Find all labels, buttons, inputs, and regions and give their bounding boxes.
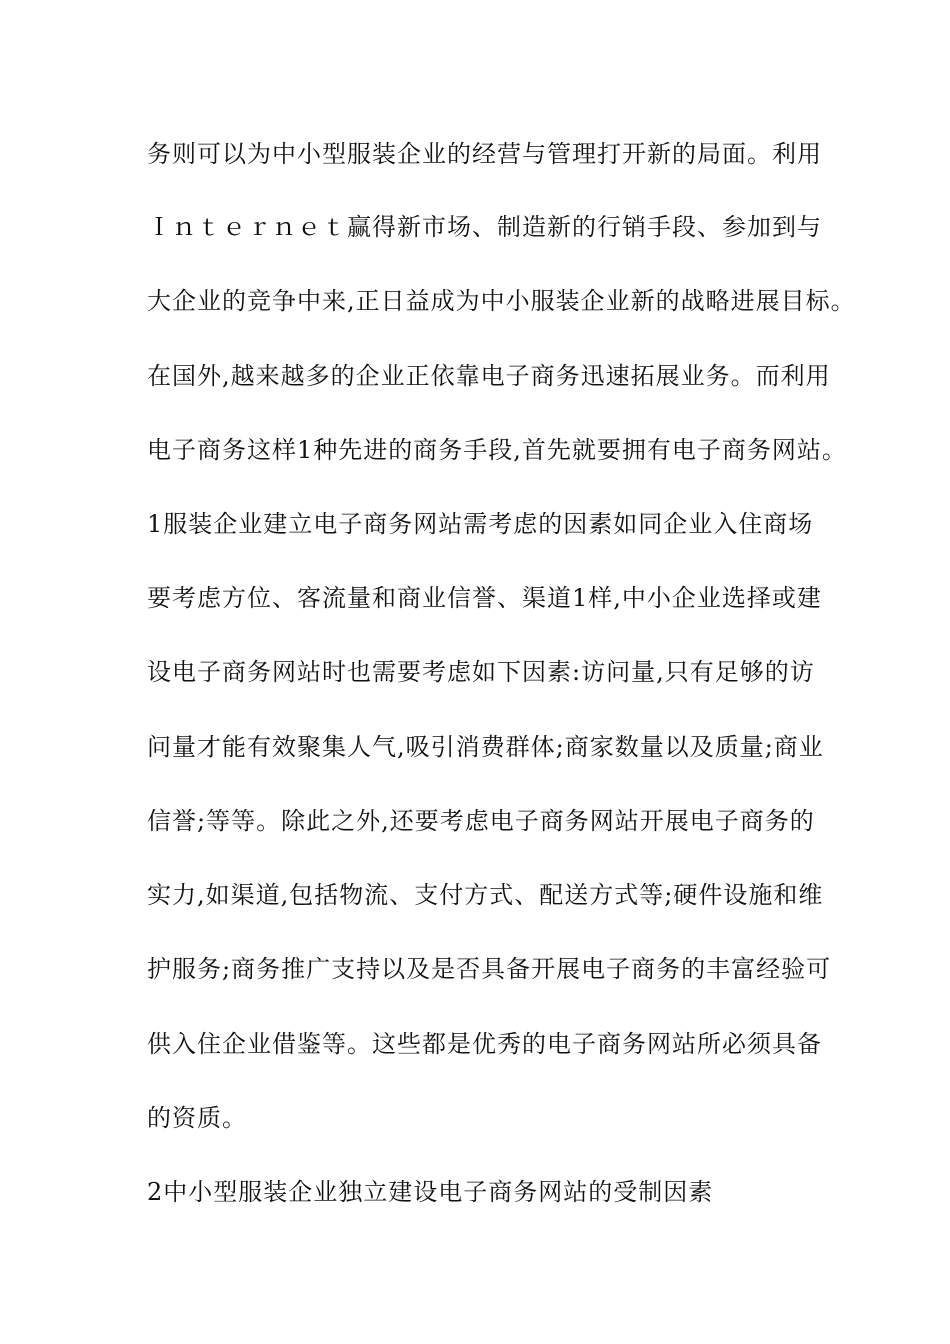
text-line-7: 要考虑方位、客流量和商业信誉、渠道1样,中小企业选择或建	[147, 584, 822, 612]
text-line-4: 在国外,越来越多的企业正依靠电子商务迅速拓展业务。而利用	[147, 362, 831, 390]
text-line-14: 的资质。	[147, 1104, 247, 1132]
text-line-10: 信誉;等等。除此之外,还要考虑电子商务网站开展电子商务的	[147, 807, 815, 835]
text-line-1: 务则可以为中小型服装企业的经营与管理打开新的局面。利用	[147, 140, 822, 168]
text-line-13: 供入住企业借鉴等。这些都是优秀的电子商务网站所必须具备	[147, 1030, 822, 1058]
text-line-8: 设电子商务网站时也需要考虑如下因素:访问量,只有足够的访	[147, 658, 815, 686]
text-line-11: 实力,如渠道,包括物流、支付方式、配送方式等;硬件设施和维	[147, 881, 824, 909]
section-heading-1: 1服装企业建立电子商务网站需考虑的因素如同企业入住商场	[147, 510, 814, 538]
text-line-2: Ｉｎｔｅｒｎｅｔ赢得新市场、制造新的行销手段、参加到与	[147, 213, 822, 241]
text-line-12: 护服务;商务推广支持以及是否具备开展电子商务的丰富经验可	[147, 955, 832, 983]
section-heading-2: 2中小型服装企业独立建设电子商务网站的受制因素	[147, 1178, 714, 1206]
text-line-9: 问量才能有效聚集人气,吸引消费群体;商家数量以及质量;商业	[147, 733, 824, 761]
text-line-5: 电子商务这样1种先进的商务手段,首先就要拥有电子商务网站。	[147, 436, 847, 464]
text-line-3: 大企业的竞争中来,正日益成为中小服装企业新的战略进展目标。	[147, 287, 856, 315]
